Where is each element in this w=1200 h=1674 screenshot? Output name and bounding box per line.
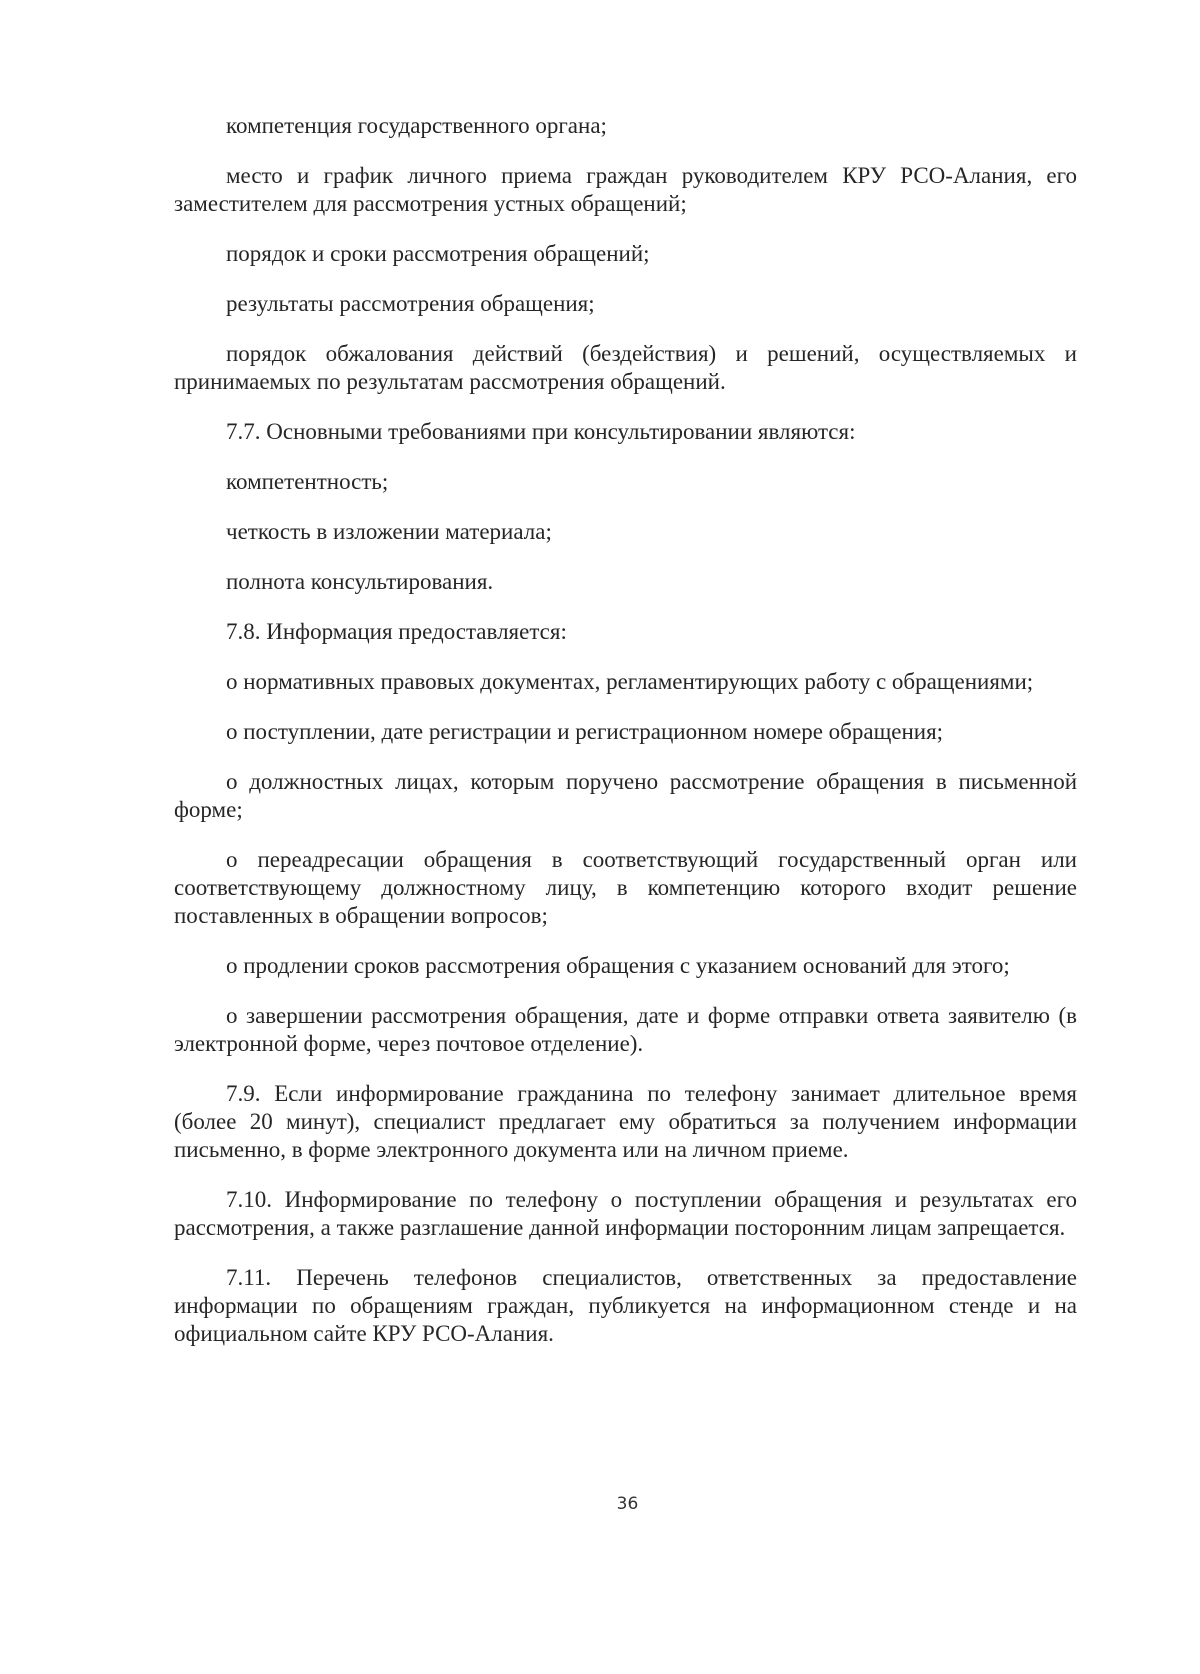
paragraph-reception-schedule: место и график личного приема граждан руководителем КРУ РСО-Алания, его заместителем для рассмотрения устных обращений; [174,163,1077,216]
paragraph-normative-docs: о нормативных правовых документах, регламентирующих работу с обращениями; [226,669,1034,694]
paragraph-appeal-procedure: порядок обжалования действий (бездействия) и решений, осуществляемых и принимаемых по результатам рассмотрения обращений. [174,341,1077,394]
paragraph-registration: о поступлении, дате регистрации и регистрационном номере обращения; [226,719,944,744]
paragraph-7-8: 7.8. Информация предоставляется: [226,619,567,644]
page-number: 36 [616,1494,639,1514]
paragraph-completeness: полнота консультирования. [226,569,494,594]
document-body [174,112,1077,1370]
paragraph-officials: о должностных лицах, которым поручено рассмотрение обращения в письменной форме; [174,769,1077,822]
paragraph-procedure-terms: порядок и сроки рассмотрения обращений; [226,241,650,266]
paragraph-7-9: 7.9. Если информирование гражданина по телефону занимает длительное время (более 20 минут), специалист предлагает ему обратиться за получением информации письменно, в форме электронного документа или на личном приеме. [174,1081,1077,1162]
paragraph-7-7: 7.7. Основными требованиями при консультировании являются: [226,419,856,444]
paragraph-extension: о продлении сроков рассмотрения обращения с указанием оснований для этого; [226,953,1010,978]
paragraph-results: результаты рассмотрения обращения; [226,291,595,316]
paragraph-clarity: четкость в изложении материала; [226,519,552,544]
paragraph-7-10: 7.10. Информирование по телефону о поступлении обращения и результатах его рассмотрения, а также разглашение данной информации посторонним лицам запрещается. [174,1187,1077,1240]
paragraph-redirection: о переадресации обращения в соответствующий государственный орган или соответствующему должностному лицу, в компетенцию которого входит решение поставленных в обращении вопросов; [174,847,1077,928]
paragraph-completion: о завершении рассмотрения обращения, дате и форме отправки ответа заявителю (в электронной форме, через почтовое отделение). [174,1003,1077,1056]
paragraph-7-11: 7.11. Перечень телефонов специалистов, ответственных за предоставление информации по обращениям граждан, публикуется на информационном стенде и на официальном сайте КРУ РСО-Алания. [174,1265,1077,1346]
paragraph-competence: компетенция государственного органа; [226,113,607,138]
paragraph-competency: компетентность; [226,469,389,494]
